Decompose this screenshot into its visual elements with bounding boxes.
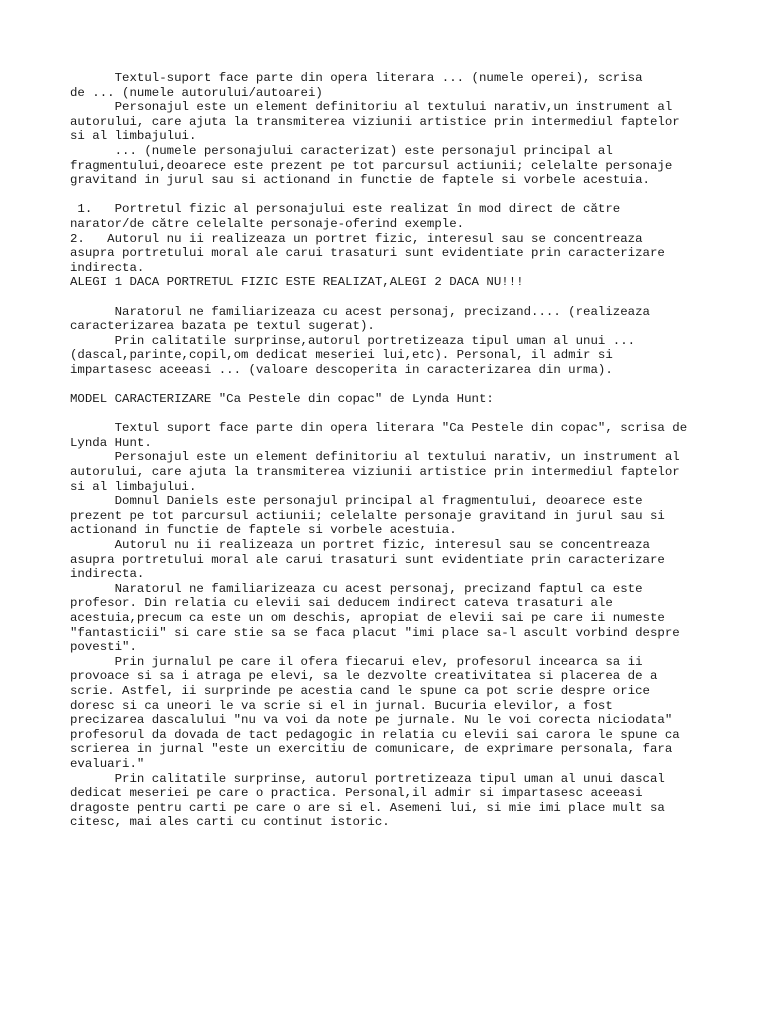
- text-line: scrie. Astfel, ii surprinde pe acestia cand le spune ca pot scrie despre orice: [70, 683, 650, 698]
- text-line: MODEL CARACTERIZARE "Ca Pestele din copac" de Lynda Hunt:: [70, 392, 494, 407]
- text-line: de ... (numele autorului/autoarei): [70, 85, 323, 100]
- blank-line: [70, 188, 710, 203]
- text-line: dedicat meseriei pe care o practica. Personal,il admir si impartasesc aceeasi: [70, 786, 643, 801]
- text-line: "fantasticii" si care stie sa se faca placut "imi place sa-l ascult vorbind despre: [70, 625, 680, 640]
- text-line: precizarea dascalului "nu va voi da note pe jurnale. Nu le voi corecta niciodata": [70, 713, 673, 728]
- text-line: povesti".: [70, 640, 137, 655]
- text-line: dragoste pentru carti pe care o are si el. Asemeni lui, si mie imi place mult sa: [70, 800, 665, 815]
- text-line: Prin calitatile surprinse, autorul portretizeaza tipul uman al unui dascal: [70, 771, 665, 786]
- text-line: Textul-suport face parte din opera literara ... (numele operei), scrisa: [70, 71, 643, 85]
- text-line: Personajul este un element definitoriu al textului narativ, un instrument al: [70, 450, 680, 465]
- text-line: (dascal,parinte,copil,om dedicat meseriei lui,etc). Personal, il admir si: [70, 348, 613, 363]
- text-line: profesor. Din relatia cu elevii sai deducem indirect cateva trasaturi ale: [70, 596, 613, 611]
- text-line: profesorul da dovada de tact pedagogic in relatia cu elevii sai carora le spune ca: [70, 727, 680, 742]
- text-line: actionand in functie de faptele si vorbele acestuia.: [70, 523, 457, 538]
- text-line: doresc si ca uneori le va scrie si el in jurnal. Bucuria elevilor, a fost: [70, 698, 613, 713]
- text-line: scrierea in jurnal "este un exercitiu de comunicare, de exprimare personala, fara: [70, 742, 673, 757]
- text-line: ... (numele personajului caracterizat) este personajul principal al: [70, 143, 613, 158]
- document-page: [70, 71, 710, 830]
- text-line: fragmentului,deoarece este prezent pe tot parcursul actiunii; celelalte personaje: [70, 158, 673, 173]
- text-line: Autorul nu ii realizeaza un portret fizic, interesul sau se concentreaza: [70, 538, 650, 552]
- text-line: indirecta.: [70, 567, 145, 582]
- text-line: Prin calitatile surprinse,autorul portretizeaza tipul uman al unui ...: [70, 333, 636, 348]
- text-line: Naratorul ne familiarizeaza cu acest personaj, precizand.... (realizeaza: [70, 304, 650, 319]
- text-line: acestuia,precum ca este un om deschis, apropiat de elevii sai pe care ii numeste: [70, 610, 665, 625]
- text-line: Personajul este un element definitoriu al textului narativ,un instrument al: [70, 100, 673, 115]
- text-line: 1. Portretul fizic al personajului este realizat în mod direct de către: [70, 202, 621, 217]
- text-line: 2. Autorul nu ii realizeaza un portret fizic, interesul sau se concentreaza: [70, 231, 643, 246]
- text-line: autorului, care ajuta la transmiterea viziunii artistice prin intermediul faptelor: [70, 114, 680, 129]
- text-line: ALEGI 1 DACA PORTRETUL FIZIC ESTE REALIZAT,ALEGI 2 DACA NU!!!: [70, 275, 524, 290]
- text-line: citesc, mai ales carti cu continut istoric.: [70, 815, 390, 830]
- text-line: asupra portretului moral ale carui trasaturi sunt evidentiate prin caracterizare: [70, 246, 665, 261]
- text-line: caracterizarea bazata pe textul sugerat).: [70, 319, 375, 334]
- text-line: provoace si sa i atraga pe elevi, sa le dezvolte creativitatea si placerea de a: [70, 669, 658, 684]
- text-line: impartasesc aceeasi ... (valoare descoperita in caracterizarea din urma).: [70, 362, 613, 377]
- text-line: gravitand in jurul sau si actionand in functie de faptele si vorbele acestuia.: [70, 173, 650, 188]
- blank-line: [70, 407, 710, 422]
- blank-line: [70, 377, 710, 392]
- text-line: Prin jurnalul pe care il ofera fiecarui elev, profesorul incearca sa ii: [70, 654, 643, 669]
- text-line: Domnul Daniels este personajul principal al fragmentului, deoarece este: [70, 494, 643, 509]
- text-line: si al limbajului.: [70, 479, 197, 494]
- text-line: si al limbajului.: [70, 129, 197, 144]
- text-line: asupra portretului moral ale carui trasaturi sunt evidentiate prin caracterizare: [70, 552, 665, 567]
- text-line: Textul suport face parte din opera literara "Ca Pestele din copac", scrisa de: [70, 421, 688, 436]
- text-line: Naratorul ne familiarizeaza cu acest personaj, precizand faptul ca este: [70, 581, 643, 596]
- text-line: narator/de către celelalte personaje-oferind exemple.: [70, 216, 465, 231]
- text-line: indirecta.: [70, 260, 145, 275]
- blank-line: [70, 290, 710, 305]
- text-line: prezent pe tot parcursul actiunii; celelalte personaje gravitand in jurul sau si: [70, 508, 665, 523]
- text-line: Lynda Hunt.: [70, 435, 152, 450]
- text-line: evaluari.": [70, 756, 145, 771]
- text-line: autorului, care ajuta la transmiterea viziunii artistice prin intermediul faptelor: [70, 465, 680, 480]
